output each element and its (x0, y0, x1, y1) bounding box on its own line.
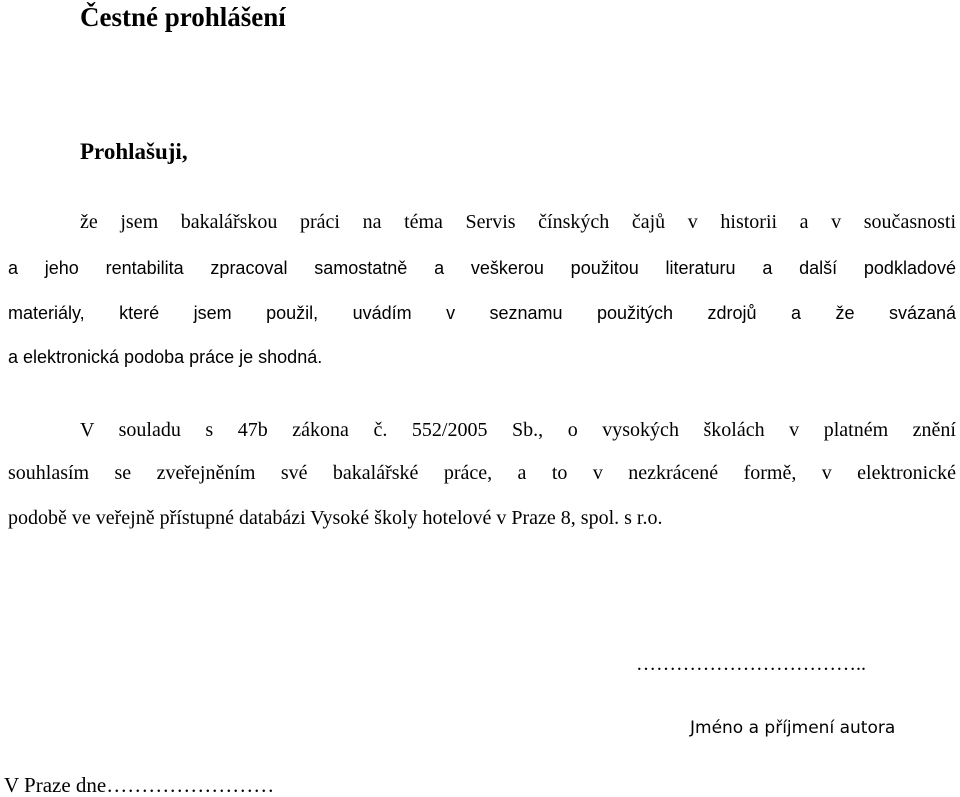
signature-label: Jméno a příjmení autora (690, 718, 896, 738)
signature-line: …………………………….. (636, 653, 866, 675)
paragraph2-line1: V souladu s 47b zákona č. 552/2005 Sb., o vysokých školách v platném znění (80, 419, 956, 441)
paragraph1-line1: že jsem bakalářskou práci na téma Servis čínských čajů v historii a v současnosti (80, 211, 956, 233)
declaration-heading: Prohlašuji, (80, 139, 188, 164)
place-date-field: V Praze dne…………………… (4, 773, 275, 797)
paragraph2-line3: podobě ve veřejně přístupné databázi Vysoké školy hotelové v Praze 8, spol. s r.o. (8, 507, 663, 529)
paragraph1-line2: a jeho rentabilita zpracoval samostatně a veškerou použitou literaturu a další podkladové (8, 258, 956, 278)
document-title: Čestné prohlášení (80, 2, 286, 32)
paragraph1-line4: a elektronická podoba práce je shodná. (8, 347, 323, 367)
paragraph2-line2: souhlasím se zveřejněním své bakalářské práce, a to v nezkrácené formě, v elektronické (8, 462, 956, 484)
paragraph1-line3: materiály, které jsem použil, uvádím v seznamu použitých zdrojů a že svázaná (8, 303, 956, 323)
